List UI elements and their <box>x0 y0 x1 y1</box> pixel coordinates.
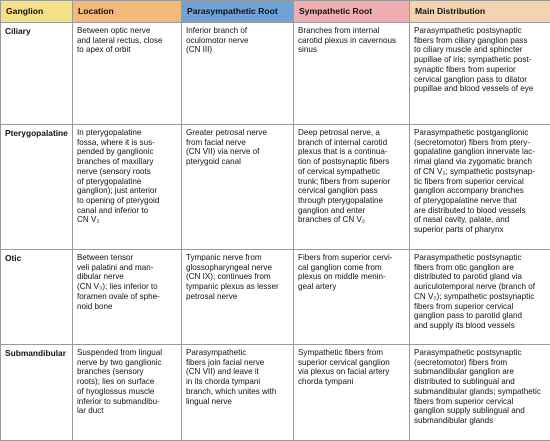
cell-text: Parasympathetic postganglionic (secretomotor) fibers from ptery- gopalatine ganglion innervate lac- rimal gland via zygomatic branch of CN V₂; sympathetic postsynap- tic fibers from superior cervical ganglion accompany branches of pterygopalatine nerve that are distributed to blood vessels of nasal cavity, palate, and superior parts of pharynx <box>414 128 546 235</box>
ganglion-name <box>1 250 73 345</box>
table-row <box>1 125 550 250</box>
parasympathetic-root-cell <box>182 125 294 250</box>
main-distribution-cell <box>410 125 550 250</box>
ganglion-name <box>1 23 73 125</box>
cell-text: Parasympathetic postsynaptic fibers from ciliary ganglion pass to ciliary muscle and sphincter pupillae of iris; sympathetic post- synaptic fibers from superior cervical ganglion pass to dilator pupillae and blood vessels of eye <box>414 26 546 94</box>
main-distribution-cell <box>410 250 550 345</box>
main-distribution-cell <box>410 345 550 441</box>
sympathetic-root-cell <box>294 23 410 125</box>
ganglion-name <box>1 345 73 441</box>
cell-text: Greater petrosal nerve from facial nerve (CN VII) via nerve of pterygoid canal <box>186 128 289 167</box>
table-row <box>1 345 550 441</box>
cell-text: Inferior branch of oculomotor nerve (CN III) <box>186 26 289 55</box>
header-parasympathetic-root: Parasympathetic Root <box>182 1 294 23</box>
cell-text: Suspended from lingual nerve by two ganglionic branches (sensory roots); lies on surface of hyoglossus muscle inferior to submandibu- lar duct <box>77 348 177 416</box>
cell-text: Fibers from superior cervi- cal ganglion come from plexus on middle menin- geal artery <box>298 253 405 292</box>
location-cell <box>73 345 182 441</box>
parasympathetic-root-cell <box>182 250 294 345</box>
location-cell <box>73 250 182 345</box>
cell-text: Otic <box>5 253 68 263</box>
ganglion-name <box>1 125 73 250</box>
cell-text: Branches from internal carotid plexus in cavernous sinus <box>298 26 405 55</box>
cell-text: Tympanic nerve from glossopharyngeal nerve (CN IX); continues from tympanic plexus as lesser petrosal nerve <box>186 253 289 302</box>
header-location: Location <box>73 1 182 23</box>
cell-text: Pterygopalatine <box>5 128 68 138</box>
header-ganglion: Ganglion <box>1 1 73 23</box>
cell-text: Parasympathetic postsynaptic fibers from otic ganglion are distributed to parotid gland via auriculotemporal nerve (branch of CN V₃); sympathetic postsynaptic fibers from superior cervical ganglion pass to parotid gland and supply its blood vessels <box>414 253 546 331</box>
cell-text: Between optic nerve and lateral rectus, close to apex of orbit <box>77 26 177 55</box>
cell-text: Deep petrosal nerve, a branch of internal carotid plexus that is a continua- tion of postsynaptic fibers of cervical sympathetic trunk; fibers from superior cervical ganglion pass through pterygopalatine ganglion and enter branches of CN V₂ <box>298 128 405 225</box>
cell-text: Between tensor veli palatini and man- dibular nerve (CN V₃); lies inferior to foramen ovale of sphe- noid bone <box>77 253 177 311</box>
cell-text: Submandibular <box>5 348 68 358</box>
table-row <box>1 23 550 125</box>
header-main-distribution: Main Distribution <box>410 1 550 23</box>
location-cell <box>73 23 182 125</box>
cell-text: Parasympathetic postsynaptic (secretomotor) fibers from submandibular ganglion are distributed to sublingual and submandibular glands; sympathetic fibers from superior cervical ganglion supply sublingual and submandibular glands <box>414 348 546 426</box>
cell-text: In pterygopalatine fossa, where it is sus- pended by ganglionic branches of maxillary nerve (sensory roots of pterygopalatine ganglion); just anterior to opening of pterygoid canal and inferior to CN V₂ <box>77 128 177 225</box>
cell-text: Ciliary <box>5 26 68 36</box>
cell-text: Parasympathetic fibers join facial nerve (CN VII) and leave it in its chorda tympani branch, which unites with lingual nerve <box>186 348 289 406</box>
sympathetic-root-cell <box>294 125 410 250</box>
table-row <box>1 250 550 345</box>
header-sympathetic-root: Sympathetic Root <box>294 1 410 23</box>
parasympathetic-root-cell <box>182 23 294 125</box>
sympathetic-root-cell <box>294 250 410 345</box>
header-row <box>1 1 550 23</box>
sympathetic-root-cell <box>294 345 410 441</box>
parasympathetic-root-cell <box>182 345 294 441</box>
cell-text: Sympathetic fibers from superior cervical ganglion via plexus on facial artery chorda tympani <box>298 348 405 387</box>
main-distribution-cell <box>410 23 550 125</box>
location-cell <box>73 125 182 250</box>
